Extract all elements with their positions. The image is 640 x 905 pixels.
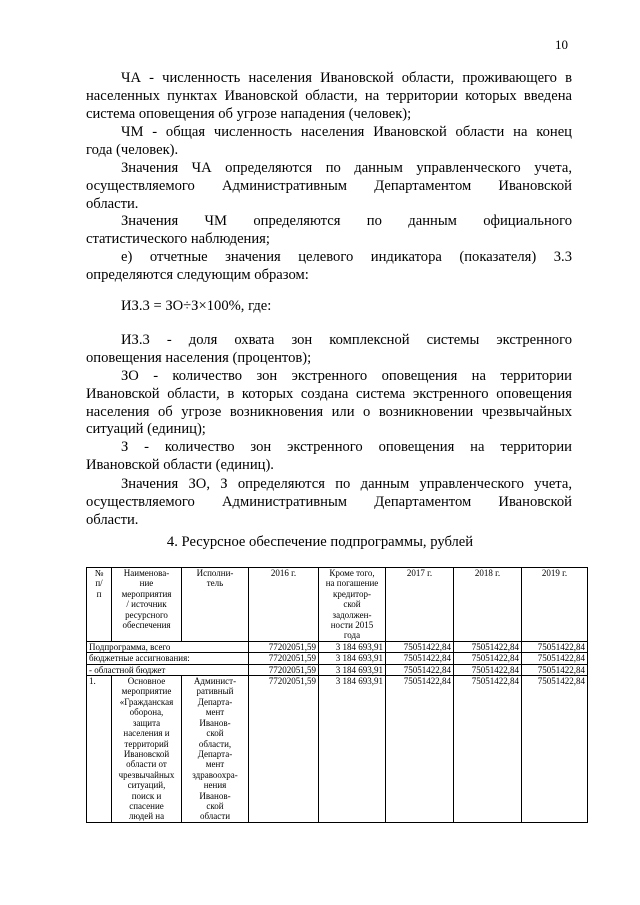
cell-2016: 77202051,59 — [249, 664, 319, 675]
item-name — [112, 676, 182, 823]
text-line: года (человек). — [86, 141, 179, 158]
text-line: статистического наблюдения; — [86, 230, 270, 247]
item-exec-line: ской — [206, 800, 224, 811]
item-name-line: защита — [132, 717, 161, 728]
item-name-line: территорий — [124, 738, 169, 749]
text-line: е) отчетные значения целевого индикатора (показателя) 3.3 — [121, 249, 572, 265]
header-text: задолжен- — [332, 609, 372, 620]
header-text: на погашение — [325, 578, 379, 589]
header-text: тель — [206, 578, 224, 589]
text-line: Ивановской области, в которых создана система экстренного оповещения — [86, 385, 572, 402]
text-line: система оповещения об угрозе нападения (человек); — [86, 105, 412, 122]
header-name — [112, 568, 182, 642]
item-name-line: Основное — [127, 676, 166, 687]
header-text: № — [94, 568, 104, 578]
header-text: Исполни- — [196, 568, 234, 578]
header-text: / источник — [126, 599, 167, 610]
cell-extra: 3 184 693,91 — [319, 641, 386, 652]
cell-2017: 75051422,84 — [386, 676, 454, 823]
item-name-line: Ивановской — [123, 748, 170, 759]
cell-2017: 75051422,84 — [386, 664, 454, 675]
table-row — [87, 641, 588, 652]
text-line: осуществляемого Административным Департаментом Ивановской — [86, 177, 572, 194]
cell-2019: 75051422,84 — [522, 664, 588, 675]
header-text: Наименова- — [123, 568, 170, 578]
item-name-line: людей на — [128, 811, 165, 822]
text-line: определяются следующим образом: — [86, 266, 309, 283]
text-line: Значения ЧМ определяются по данным официального — [121, 213, 572, 229]
text-line: области. — [86, 195, 139, 212]
text-line: Значения ЗО, З определяются по данным управленческого учета, — [121, 476, 572, 492]
header-2017: 2017 г. — [386, 568, 454, 642]
table-header-row — [87, 568, 588, 642]
header-2019: 2019 г. — [522, 568, 588, 642]
text-line: ситуаций (единиц); — [86, 421, 206, 438]
item-exec-line: ративный — [196, 686, 234, 697]
paragraph-z-definition — [86, 439, 572, 475]
item-name-line: спасение — [129, 800, 164, 811]
cell-2019: 75051422,84 — [522, 653, 588, 664]
text-line: населенных пунктах Ивановской области, на территории которых введена — [86, 87, 572, 104]
row-label: Подпрограмма, всего — [87, 641, 249, 652]
paragraph-chm-definition — [86, 124, 572, 160]
header-text: обеспечения — [122, 620, 171, 631]
cell-2017: 75051422,84 — [386, 641, 454, 652]
header-executor — [182, 568, 249, 642]
item-exec-line: мент — [205, 759, 225, 770]
header-text: Кроме того, — [329, 568, 375, 578]
item-exec-line: здравоохра- — [192, 769, 238, 780]
text-line: ИЗ.3 - доля охвата зон комплексной системы экстренного — [121, 332, 572, 348]
item-name-line: поиск и — [131, 790, 162, 801]
cell-2017: 75051422,84 — [386, 653, 454, 664]
header-text: ние — [139, 578, 154, 589]
formula: ИЗ.3 = ЗО÷З×100%, где: — [121, 298, 272, 314]
item-exec-line: нения — [203, 780, 227, 791]
item-exec-line: Департа- — [197, 748, 233, 759]
table-row-item — [87, 676, 588, 823]
cell-2019: 75051422,84 — [522, 676, 588, 823]
row-label: бюджетные ассигнования: — [87, 653, 249, 664]
paragraph-cha-source — [86, 160, 572, 213]
resource-table — [86, 567, 588, 823]
item-exec-line: Департа- — [197, 696, 233, 707]
cell-2018: 75051422,84 — [454, 676, 522, 823]
header-text: года — [343, 630, 361, 641]
header-2016: 2016 г. — [249, 568, 319, 642]
text-line: ЧА - численность населения Ивановской области, проживающего в — [121, 70, 572, 86]
cell-extra: 3 184 693,91 — [319, 676, 386, 823]
header-text: мероприятия — [121, 588, 172, 599]
item-exec-line: мент — [205, 707, 225, 718]
item-name-line: населения и — [123, 728, 170, 739]
cell-extra: 3 184 693,91 — [319, 664, 386, 675]
header-2018: 2018 г. — [454, 568, 522, 642]
header-extra — [319, 568, 386, 642]
table-row — [87, 653, 588, 664]
header-text: кредитор- — [333, 588, 371, 599]
text-line: населения об угрозе возникновения или о возникновении чрезвычайных — [86, 403, 572, 420]
item-exec-line: Админист- — [193, 676, 237, 687]
text-line: Ивановской области (единиц). — [86, 456, 274, 473]
item-name-line: мероприятие — [121, 686, 172, 697]
text-line: осуществляемого Административным Департаментом Ивановской — [86, 493, 572, 510]
item-exec-line: Иванов- — [199, 790, 231, 801]
cell-2018: 75051422,84 — [454, 664, 522, 675]
text-line: ЧМ - общая численность населения Ивановской области на конец — [121, 124, 572, 140]
text-line: оповещения населения (процентов); — [86, 349, 312, 366]
paragraph-iz-definition — [86, 332, 572, 368]
cell-2018: 75051422,84 — [454, 653, 522, 664]
item-exec-line: Иванов- — [199, 717, 231, 728]
paragraph-zo-z-source — [86, 476, 572, 529]
cell-2016: 77202051,59 — [249, 641, 319, 652]
section-title: 4. Ресурсное обеспечение подпрограммы, рублей — [166, 534, 474, 550]
cell-2016: 77202051,59 — [249, 653, 319, 664]
text-line: Значения ЧА определяются по данным управленческого учета, — [121, 160, 572, 176]
item-name-line: оборона, — [129, 707, 164, 718]
item-name-line: ситуаций, — [127, 780, 166, 791]
item-name-line: «Гражданская — [119, 696, 174, 707]
text-line: области. — [86, 511, 139, 528]
item-executor — [182, 676, 249, 823]
cell-2016: 77202051,59 — [249, 676, 319, 823]
cell-extra: 3 184 693,91 — [319, 653, 386, 664]
header-text: ресурсного — [125, 609, 168, 620]
header-text: п — [96, 588, 102, 599]
item-name-line: области от — [126, 759, 167, 770]
paragraph-zo-definition — [86, 368, 572, 439]
header-text: п/ — [95, 578, 103, 589]
cell-2019: 75051422,84 — [522, 641, 588, 652]
page-number: 10 — [555, 37, 568, 52]
item-exec-line: области — [199, 811, 231, 822]
header-text: ности 2015 — [330, 620, 374, 631]
table-row — [87, 664, 588, 675]
header-text: ской — [343, 599, 361, 610]
item-exec-line: ской — [206, 728, 224, 739]
item-number: 1. — [87, 676, 112, 823]
text-line: ЗО - количество зон экстренного оповещения на территории — [121, 368, 572, 384]
item-exec-line: области, — [198, 738, 232, 749]
header-num — [87, 568, 112, 642]
row-label: - областной бюджет — [87, 664, 249, 675]
text-line: З - количество зон экстренного оповещения на территории — [121, 439, 572, 455]
paragraph-chm-source — [86, 213, 572, 249]
cell-2018: 75051422,84 — [454, 641, 522, 652]
paragraph-indicator-3-3 — [86, 249, 572, 285]
item-name-line: чрезвычайных — [118, 769, 175, 780]
paragraph-cha-definition — [86, 70, 572, 123]
